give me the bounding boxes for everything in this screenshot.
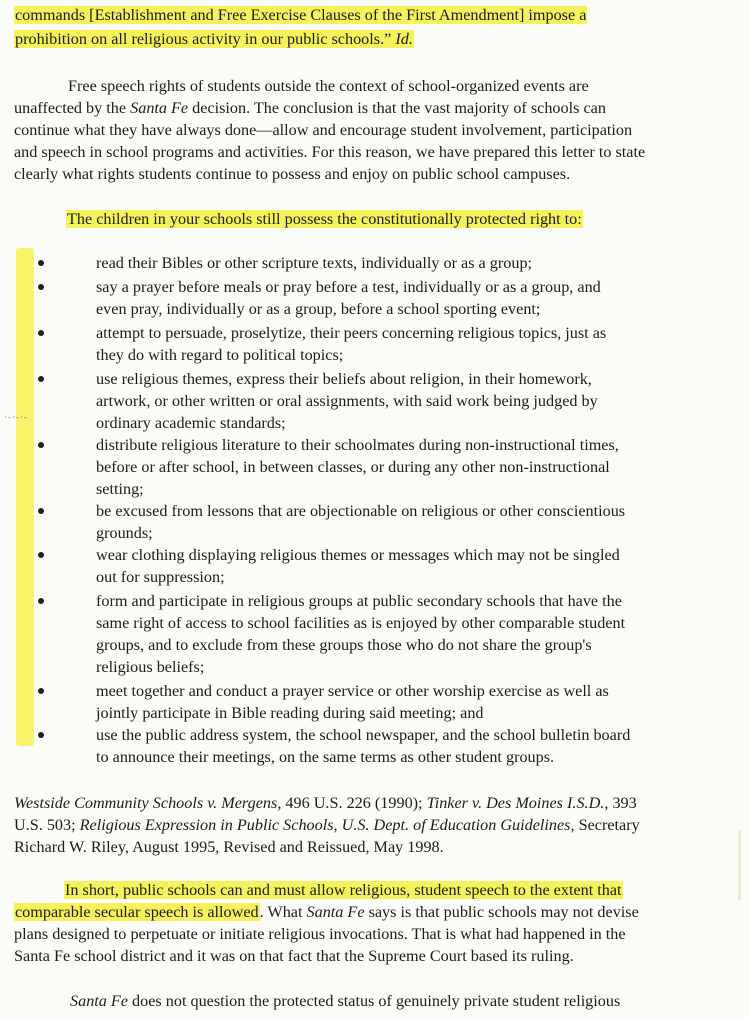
text: , 496 U.S. 226 (1990); [277, 794, 423, 812]
bullet-icon [38, 508, 44, 514]
rights-list-item-line: use the public address system, the school newspaper, and the school bulletin board [96, 726, 631, 744]
bullet-icon [38, 688, 44, 694]
highlighted-text: commands [Establishment and Free Exercise Clauses of the First Amendment] impose a [15, 6, 587, 24]
rights-list-item-line: out for suppression; [96, 568, 225, 586]
rights-list-item-line: setting; [96, 480, 144, 498]
rights-list-item-line: attempt to persuade, proselytize, their peers concerning religious topics, just as [96, 324, 607, 342]
text: , 393 [604, 794, 637, 812]
rights-list-item-line: ordinary academic standards; [96, 414, 286, 432]
text: decision. The conclusion is that the vast majority of schools can [192, 99, 606, 117]
text: U.S. 503; [14, 816, 76, 834]
rights-list-item-line: distribute religious literature to their schoolmates during non-instructional times, [96, 436, 619, 454]
para2-line-1 [64, 879, 623, 901]
bullet-icon [38, 732, 44, 738]
citation-line-2 [14, 814, 640, 836]
highlighted-text: comparable secular speech is allowed [15, 903, 259, 921]
rights-list-item-line: before or after school, in between classes, or during any other non-instructional [96, 458, 610, 476]
rights-list-item-line: meet together and conduct a prayer service or other worship exercise as well as [96, 682, 609, 700]
para1-line-4: and speech in school programs and activities. For this reason, we have prepared this letter to state [14, 143, 646, 161]
case-name: Santa Fe [306, 903, 365, 921]
rights-list-item-line: be excused from lessons that are objectionable on religious or other conscientious [96, 502, 626, 520]
case-name: Santa Fe [70, 992, 128, 1010]
text: does not question the protected status of genuinely private student religious [132, 992, 621, 1010]
rights-list-item-line: form and participate in religious groups at public secondary schools that have the [96, 592, 622, 610]
rights-list-item-line: to announce their meetings, on the same terms as other student groups. [96, 748, 555, 766]
scan-edge-mark [738, 830, 741, 900]
para1-line-2 [14, 97, 606, 119]
para2-line-2 [14, 901, 639, 923]
rights-list-item-line: grounds; [96, 524, 153, 542]
text: says is that public schools may not devise [368, 903, 639, 921]
id-citation: Id. [395, 30, 413, 48]
highlighted-text [14, 30, 414, 48]
bullet-icon [38, 598, 44, 604]
para2-line-3: plans designed to perpetuate or initiate religious invocations. That is what had happened in the [14, 925, 626, 943]
top-quote-line-1 [14, 4, 587, 26]
bullet-icon [38, 284, 44, 290]
case-name: Tinker v. Des Moines I.S.D. [426, 794, 605, 812]
text: . What [259, 903, 303, 921]
rights-list-item-line: they do with regard to political topics; [96, 346, 344, 364]
bullet-icon [38, 260, 44, 266]
rights-list-item-line: artwork, or other written or oral assignments, with said work being judged by [96, 392, 598, 410]
quote-text: prohibition on all religious activity in our public schools.” [15, 30, 392, 48]
para1-line-3: continue what they have always done—allow and encourage student involvement, participation [14, 121, 633, 139]
highlighted-text: In short, public schools can and must allow religious, student speech to the extent that [65, 881, 622, 899]
para3-line-1 [70, 990, 620, 1012]
margin-highlight-bar [16, 248, 34, 746]
rights-list-item-line: wear clothing displaying religious themes or messages which may not be singled [96, 546, 620, 564]
para1-line-1: Free speech rights of students outside the context of school-organized events are [68, 77, 589, 95]
rights-list-item-line: use religious themes, express their beliefs about religion, in their homework, [96, 370, 592, 388]
bullet-icon [38, 330, 44, 336]
bullet-icon [38, 442, 44, 448]
highlighted-text: The children in your schools still possess the constitutionally protected right to: [67, 210, 582, 228]
citation-line-1 [14, 792, 637, 814]
rights-list-item-line: read their Bibles or other scripture texts, individually or as a group; [96, 254, 533, 272]
rights-list-item-line: say a prayer before meals or pray before a test, individually or as a group, and [96, 278, 601, 296]
rights-list-item-line: jointly participate in Bible reading during said meeting; and [96, 704, 484, 722]
rights-heading [66, 208, 583, 230]
para1-line-5: clearly what rights students continue to possess and enjoy on public school campuses. [14, 165, 571, 183]
bullet-icon [38, 376, 44, 382]
bullet-icon [38, 552, 44, 558]
case-name: Santa Fe [130, 99, 189, 117]
publication-title: Religious Expression in Public Schools, U.S. Dept. of Education Guidelines [79, 816, 571, 834]
citation-line-3: Richard W. Riley, August 1995, Revised and Reissued, May 1998. [14, 838, 444, 856]
text: unaffected by the [14, 99, 127, 117]
stray-mark: ·-·-·- [4, 412, 28, 422]
case-name: Westside Community Schools v. Mergens [14, 794, 278, 812]
text: , Secretary [570, 816, 640, 834]
rights-list-item-line: groups, and to exclude from these groups those who do not share the group's [96, 636, 592, 654]
rights-list-item-line: even pray, individually or as a group, before a school sporting event; [96, 300, 541, 318]
rights-list-item-line: same right of access to school facilities as is enjoyed by other comparable student [96, 614, 626, 632]
para2-line-4: Santa Fe school district and it was on that fact that the Supreme Court based its ruling. [14, 947, 574, 965]
top-quote-line-2 [14, 28, 414, 50]
rights-list-item-line: religious beliefs; [96, 658, 205, 676]
